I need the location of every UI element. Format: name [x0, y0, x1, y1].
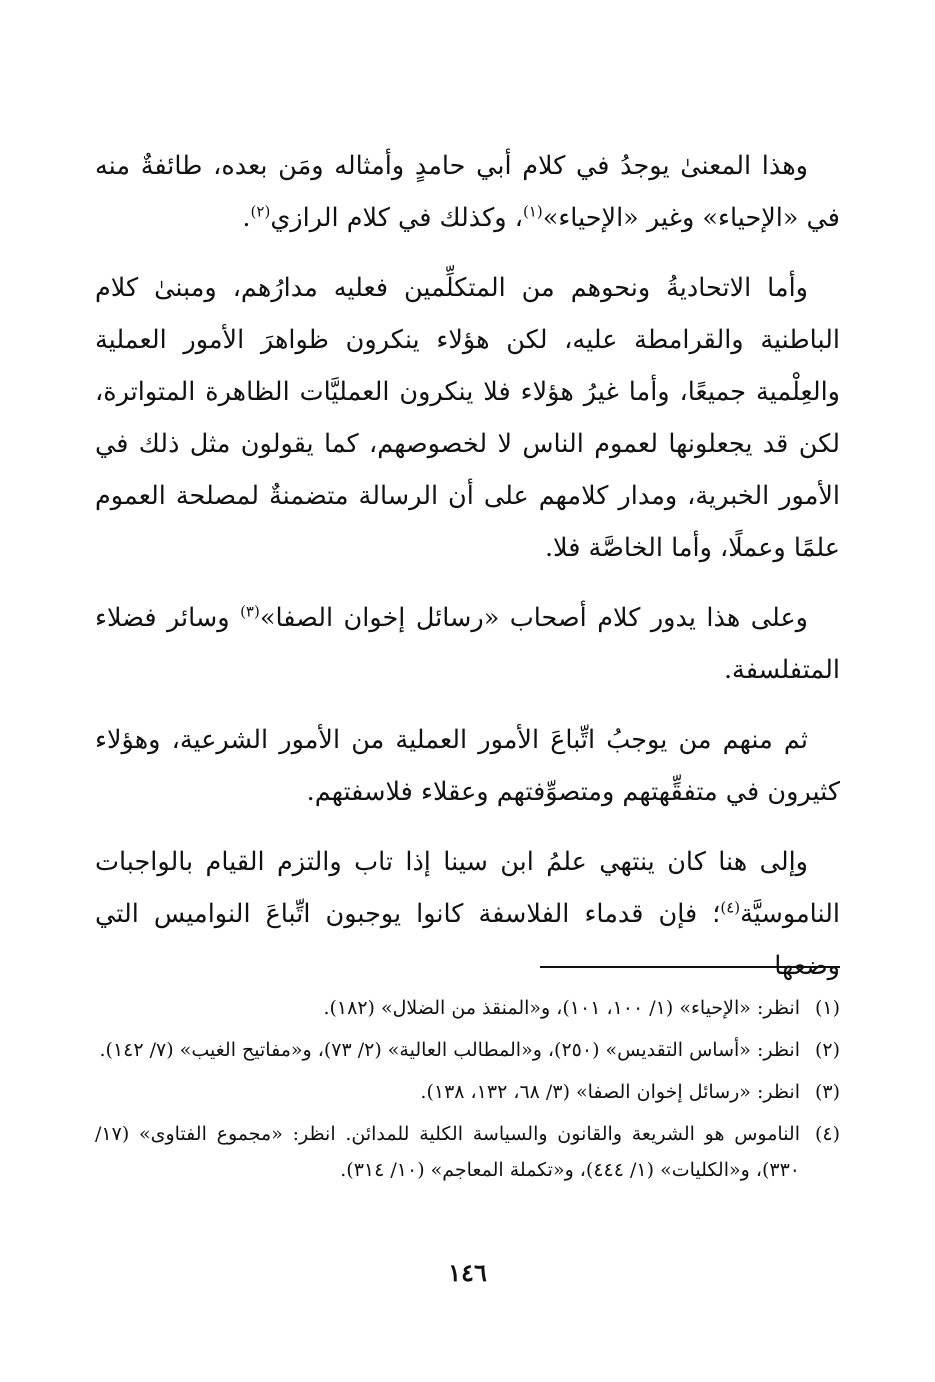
- paragraph-text: ، وكذلك في كلام الرازي: [270, 203, 523, 233]
- footnote-number: (١): [814, 997, 840, 1019]
- footnote: [95, 990, 840, 1026]
- paragraph-text: وإلى هنا كان ينتهي علمُ ابن سينا إذا تاب والتزم القيام بالواجبات الناموسيَّة: [95, 847, 840, 929]
- paragraph: [95, 714, 840, 818]
- footnote-reference: (١): [522, 202, 543, 221]
- paragraph: [95, 592, 840, 696]
- footnote-text: انظر: «رسائل إخوان الصفا» (٣/ ٦٨، ١٣٢، ١٣٨).: [420, 1081, 800, 1103]
- book-page: [95, 140, 840, 1322]
- paragraph-text: .: [242, 203, 251, 233]
- footnote-number: (٣): [814, 1081, 840, 1103]
- paragraph: [95, 836, 840, 992]
- footnote: [95, 1032, 840, 1068]
- footnote-number: (٤): [814, 1123, 840, 1145]
- page-number: ١٤٦: [448, 1258, 487, 1287]
- footnote-divider: [540, 966, 840, 968]
- footnote-text: الناموس هو الشريعة والقانون والسياسة الكلية للمدائن. انظر: «مجموع الفتاوى» (١٧/ ٣٣٠)، و«الكليات» (١/ ٤٤٤)، و«تكملة المعاجم» (١٠/ ٣١٤).: [95, 1123, 800, 1181]
- footnote: [95, 1074, 840, 1110]
- paragraph: [95, 262, 840, 574]
- footnote-reference: (٤): [720, 898, 741, 917]
- footnote-reference: (٢): [250, 202, 271, 221]
- paragraph-text: وأما الاتحاديةُ ونحوهم من المتكلِّمين فعليه مدارُهم، ومبنىٰ كلام الباطنية والقرامطة عليه، لكن هؤلاء ينكرون ظواهرَ الأمور العملية والعِلْمية جميعًا، وأما غيرُ هؤلاء فلا ينكرون العمليَّات الظاهرة المتواترة، لكن قد يجعلونها لعموم الناس لا لخصوصهم، كما يقولون مثل ذلك في الأمور الخبرية، ومدار كلامهم على أن الرسالة متضمنةٌ لمصلحة العموم علمًا وعملًا، وأما الخاصَّة فلا.: [95, 273, 840, 563]
- paragraph: [95, 140, 840, 244]
- footnote: [95, 1116, 840, 1188]
- main-text: [95, 140, 840, 992]
- footnote-number: (٢): [814, 1039, 840, 1061]
- paragraph-text: وسائر فضلاء المتفلسفة.: [95, 603, 840, 685]
- footnote-reference: (٣): [240, 602, 260, 621]
- paragraph-text: ؛ فإن قدماء الفلاسفة كانوا يوجبون اتِّباعَ النواميس التي وضعها: [95, 899, 840, 981]
- footnotes: [95, 990, 840, 1194]
- footnote-text: انظر: «الإحياء» (١/ ١٠٠، ١٠١)، و«المنقذ من الضلال» (١٨٢).: [323, 997, 800, 1019]
- paragraph-text: وهذا المعنىٰ يوجدُ في كلام أبي حامدٍ وأمثاله ومَن بعده، طائفةٌ منه في «الإحياء» وغير «الإحياء»: [95, 151, 840, 233]
- paragraph-text: وعلى هذا يدور كلام أصحاب «رسائل إخوان الصفا»: [259, 603, 808, 633]
- paragraph-text: ثم منهم من يوجبُ اتِّباعَ الأمور العملية من الأمور الشرعية، وهؤلاء كثيرون في متفقِّهتهم ومتصوِّفتهم وعقلاء فلاسفتهم.: [95, 725, 840, 807]
- footnote-text: انظر: «أساس التقديس» (٢٥٠)، و«المطالب العالية» (٢/ ٧٣)، و«مفاتيح الغيب» (٧/ ١٤٢).: [99, 1039, 800, 1061]
